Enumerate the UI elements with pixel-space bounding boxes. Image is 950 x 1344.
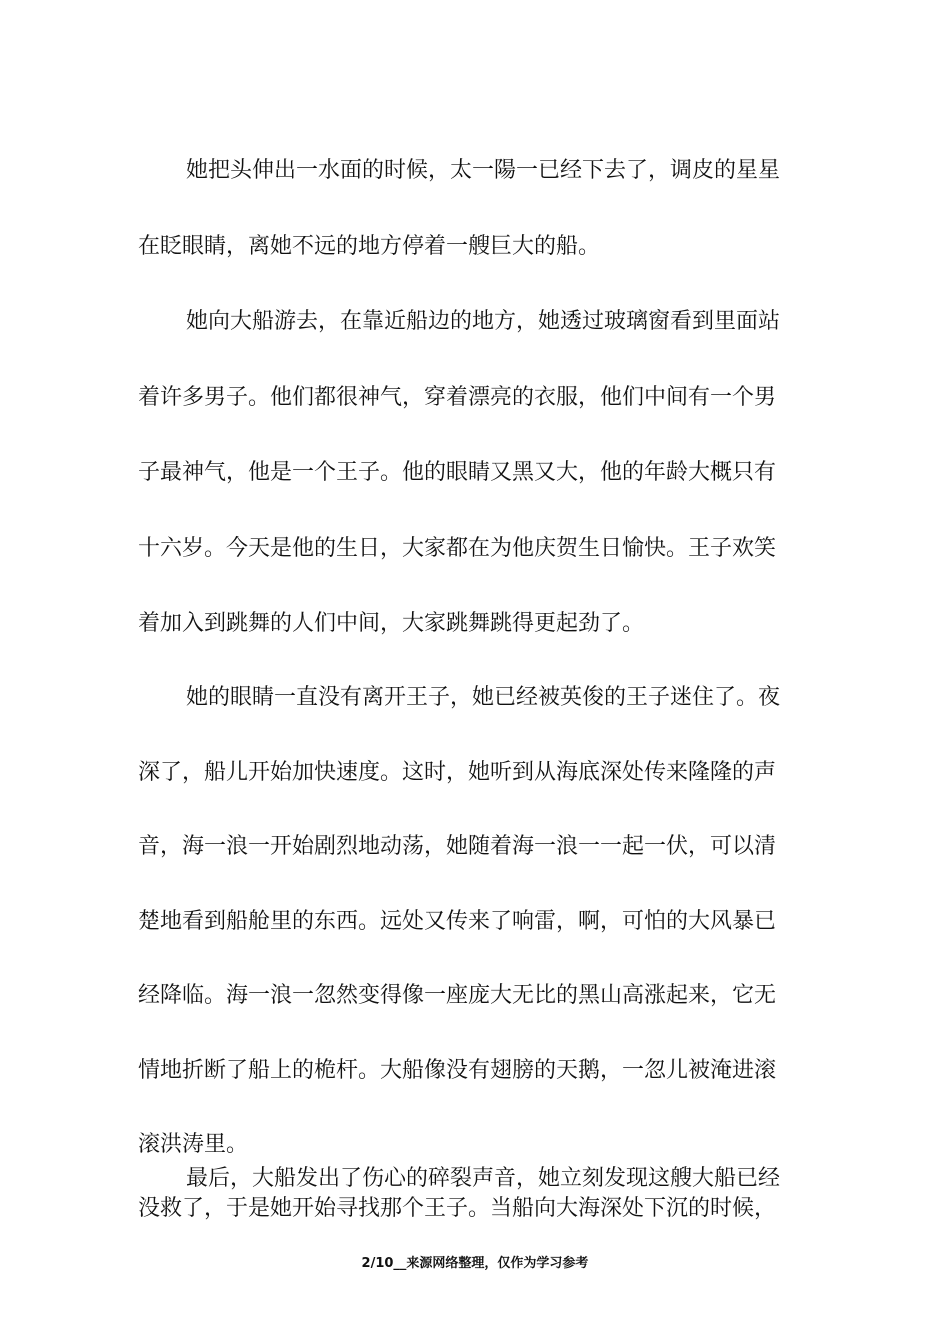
text-line: 深了，船儿开始加快速度。这时，她听到从海底深处传来隆隆的声 (138, 760, 777, 785)
text-line: 情地折断了船上的桅杆。大船像没有翅膀的天鹅，一忽儿被淹进滚 (138, 1058, 777, 1083)
text-line: 十六岁。今天是他的生日，大家都在为他庆贺生日愉快。王子欢笑 (138, 536, 777, 561)
text-line: 在眨眼睛，离她不远的地方停着一艘巨大的船。 (138, 234, 601, 259)
text-line: 她的眼睛一直没有离开王子，她已经被英俊的王子迷住了。夜 (186, 685, 781, 710)
text-line: 她把头伸出一水面的时候，太一陽一已经下去了，调皮的星星 (186, 158, 781, 183)
text-line: 着加入到跳舞的人们中间，大家跳舞跳得更起劲了。 (138, 611, 645, 636)
text-line: 没救了，于是她开始寻找那个王子。当船向大海深处下沉的时候， (138, 1196, 777, 1221)
page-footer: 2/10__来源网络整理，仅作为学习参考 (361, 1256, 589, 1271)
text-line: 经降临。海一浪一忽然变得像一座庞大无比的黑山高涨起来，它无 (138, 983, 777, 1008)
text-line: 楚地看到船舱里的东西。远处又传来了响雷，啊，可怕的大风暴已 (138, 909, 777, 934)
text-line: 她向大船游去，在靠近船边的地方，她透过玻璃窗看到里面站 (186, 309, 781, 334)
text-line: 子最神气，他是一个王子。他的眼睛又黑又大，他的年龄大概只有 (138, 460, 777, 485)
text-line: 着许多男子。他们都很神气，穿着漂亮的衣服，他们中间有一个男 (138, 385, 777, 410)
text-line: 滚洪涛里。 (138, 1132, 249, 1157)
text-line: 最后，大船发出了伤心的碎裂声音，她立刻发现这艘大船已经 (186, 1166, 781, 1191)
text-line: 音，海一浪一开始剧烈地动荡，她随着海一浪一一起一伏，可以清 (138, 834, 777, 859)
